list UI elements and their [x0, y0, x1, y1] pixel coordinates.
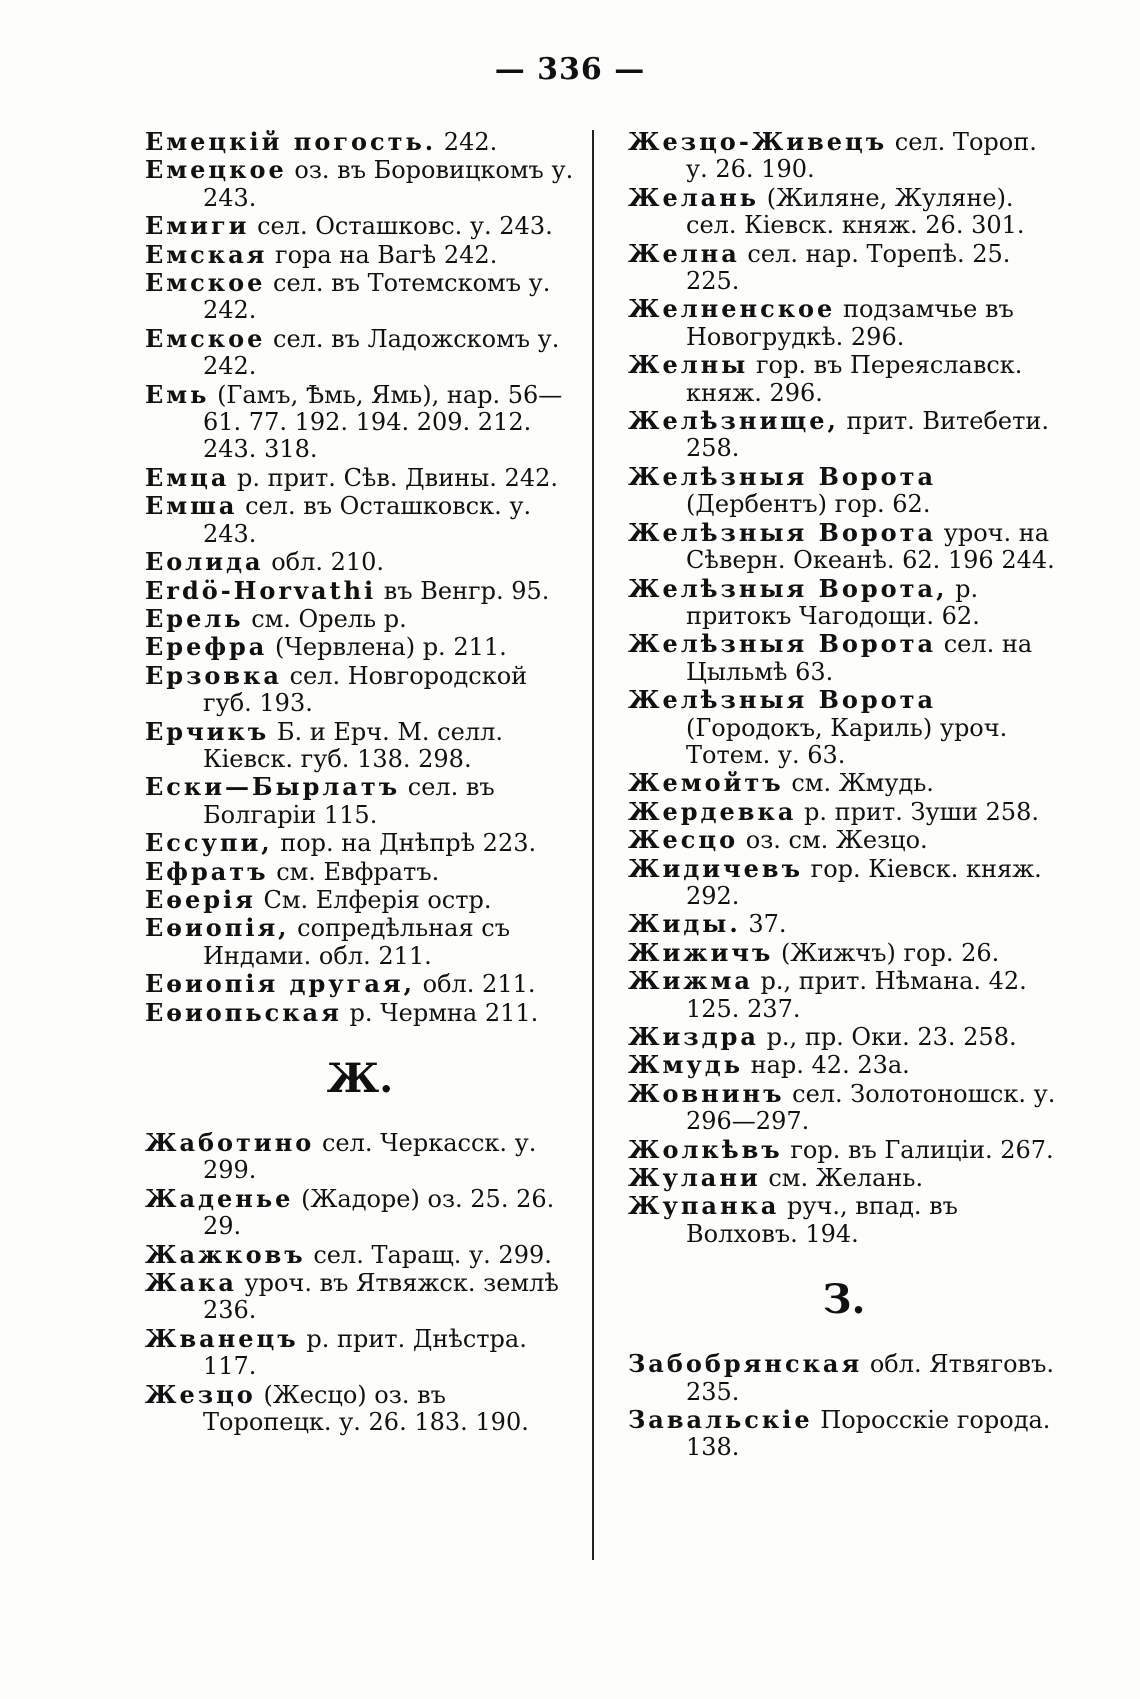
entry-head: Емша	[145, 491, 238, 521]
list-item	[628, 630, 1060, 686]
entry-text: р. прит. Зуши 258.	[796, 797, 1039, 826]
entry-head: Емиги	[145, 211, 250, 241]
entry-head: Еѳиопія,	[145, 913, 290, 943]
entry-head: Жижичъ	[628, 937, 774, 967]
list-item	[145, 464, 575, 492]
entry-head: Жмудь	[628, 1050, 743, 1080]
entry-head: Жаденье	[145, 1183, 294, 1213]
entry-head: Емское	[145, 268, 266, 298]
entry-head: Еѳерія	[145, 884, 256, 914]
list-item	[628, 939, 1060, 967]
section-heading-z: З.	[822, 1276, 866, 1324]
list-item	[628, 1080, 1060, 1136]
list-item	[628, 128, 1060, 184]
entry-text: сел. Золотоношск. у. 296—297.	[686, 1079, 1056, 1136]
entry-text: сел. въ Тотемскомъ у. 242.	[203, 269, 551, 325]
entry-head: Желѣзныя Ворота	[628, 461, 937, 491]
entry-text: см. Желань.	[760, 1164, 924, 1193]
entry-head: Жиздра	[628, 1022, 759, 1051]
list-item	[145, 1185, 575, 1241]
entry-text: уроч. въ Ятвяжск. землѣ 236.	[203, 1269, 559, 1325]
entry-head: Емское	[145, 323, 266, 353]
entry-text: гор. въ Галиціи. 267.	[782, 1135, 1054, 1164]
list-item	[628, 1406, 1060, 1462]
entry-text: обл. Ятвяговъ. 235.	[686, 1350, 1054, 1406]
entry-text: р. Чермна 211.	[341, 998, 539, 1027]
entry-head: Еѳиопія другая,	[145, 969, 416, 999]
entry-text: гор. Кіевск. княж. 292.	[686, 854, 1042, 910]
list-item	[145, 1129, 575, 1185]
entry-text: сел. Таращ. у. 299.	[305, 1240, 552, 1269]
entry-head: Желненское	[628, 294, 836, 324]
entry-head: Желѣзнище,	[628, 406, 839, 436]
entry-head: Жовнинъ	[628, 1078, 785, 1108]
list-item	[145, 999, 575, 1027]
entry-text: сел. Тороп. у. 26. 190.	[686, 128, 1037, 184]
list-item	[628, 1051, 1060, 1079]
entry-head: Ессупи,	[145, 828, 273, 858]
entry-head: Жванецъ	[145, 1323, 299, 1353]
entry-text: сел. нар. Торепѣ. 25. 225.	[686, 239, 1011, 296]
entry-head: Ерчикъ	[145, 716, 270, 746]
entry-text: уроч. на Сѣверн. Океанѣ. 62. 196 244.	[686, 518, 1055, 575]
entry-head: Еѳиопьская	[145, 997, 342, 1027]
entry-text: (Городокъ, Кариль) уроч. Тотем. у. 63.	[686, 713, 1008, 769]
list-item	[145, 1381, 575, 1437]
entry-head: Ерель	[145, 603, 244, 633]
entry-text: (Жижчъ) гор. 26.	[773, 938, 1000, 967]
list-item	[628, 240, 1060, 296]
list-item	[145, 381, 575, 464]
entry-head: Емецкое	[145, 155, 287, 185]
entry-text: пор. на Днѣпрѣ 223.	[272, 829, 537, 858]
list-item	[145, 548, 575, 576]
section-heading-zh: Ж.	[326, 1055, 394, 1102]
entry-head: Жулани	[628, 1163, 761, 1193]
entry-head: Желѣзныя Ворота,	[628, 573, 948, 603]
entry-text: см. Орель р.	[243, 604, 407, 633]
entry-text: р., пр. Оки. 23. 258.	[758, 1023, 1017, 1051]
entry-head: Желань	[628, 182, 760, 212]
list-item	[145, 633, 575, 661]
entry-text: въ Венгр. 95.	[376, 576, 550, 605]
list-item	[145, 577, 575, 605]
entry-text: сел. въ Ладожскомъ у. 242.	[203, 324, 560, 381]
entry-text: оз. въ Боровицкомъ у. 243.	[203, 156, 574, 212]
entry-text: сел. Новгородской губ. 193.	[203, 661, 528, 718]
list-item	[628, 463, 1060, 519]
list-item	[628, 407, 1060, 463]
entry-text: р. прит. Днѣстра. 117.	[203, 1324, 527, 1381]
entry-head: Емецкій погость.	[145, 127, 437, 156]
entry-text: обл. 210.	[263, 548, 385, 577]
entry-text: См. Елферія остр.	[255, 885, 492, 914]
list-item	[628, 1136, 1060, 1164]
entry-head: Ерзовка	[145, 660, 282, 690]
left-column	[145, 128, 575, 1436]
list-item	[145, 914, 575, 970]
list-item	[628, 351, 1060, 407]
entry-head: Желѣзныя Ворота	[628, 517, 937, 547]
entry-head: Емца	[145, 462, 230, 492]
entry-text: р., прит. Нѣмана. 42. 125. 237.	[686, 967, 1027, 1023]
list-item	[145, 970, 575, 998]
list-item	[628, 826, 1060, 854]
list-item	[145, 829, 575, 857]
list-item	[628, 769, 1060, 797]
list-item	[145, 269, 575, 325]
list-item	[628, 686, 1060, 769]
list-item	[145, 773, 575, 829]
entry-text: Б. и Ерч. М. селл. Кіевск. губ. 138. 298.	[203, 717, 503, 773]
entries-z	[628, 1350, 1060, 1462]
entry-head: Жолкѣвъ	[628, 1134, 783, 1164]
list-item	[145, 886, 575, 914]
list-item	[145, 325, 575, 381]
list-item	[145, 605, 575, 633]
entry-head: Жемойтъ	[628, 768, 784, 798]
entry-text: 37.	[740, 910, 787, 939]
list-item	[145, 662, 575, 718]
entries-zh-continued	[628, 128, 1060, 1248]
entry-text: (Жиляне, Жуляне). сел. Кіевск. княж. 26. 301.	[686, 183, 1025, 240]
list-item	[628, 798, 1060, 826]
list-item	[145, 156, 575, 212]
list-item	[628, 910, 1060, 938]
entry-text: оз. см. Жезцо.	[738, 826, 928, 855]
entry-head: Ески—Бырлатъ	[145, 772, 401, 802]
list-item	[628, 295, 1060, 351]
page-number: — 336 —	[494, 52, 646, 87]
entry-head: Желна	[628, 238, 740, 268]
entry-head: Еолида	[145, 547, 264, 577]
entry-text: р. притокъ Чагодощи. 62.	[686, 574, 980, 630]
entry-head: Желѣзныя Ворота	[628, 629, 937, 659]
entry-text: (Жесцо) оз. въ Торопецк. у. 26. 183. 190.	[203, 1380, 529, 1437]
entry-head: Жесцо	[628, 825, 739, 855]
entry-head: Жердевка	[628, 796, 797, 826]
list-item	[628, 519, 1060, 575]
entry-head: Ефратъ	[145, 856, 269, 886]
entry-head: Жака	[145, 1268, 237, 1298]
entry-head: Емь	[145, 379, 210, 409]
entries-zh	[145, 1129, 575, 1436]
entry-text: прит. Витебети. 258.	[686, 407, 1050, 463]
entry-text: сел. въ Осташковск. у. 243.	[203, 492, 532, 548]
list-item	[145, 241, 575, 269]
list-item	[145, 1241, 575, 1269]
entry-text: сел. Черкасск. у. 299.	[203, 1129, 537, 1185]
entry-head: Жижма	[628, 966, 753, 996]
list-item	[628, 184, 1060, 240]
list-item	[628, 855, 1060, 911]
entry-head: Ерефра	[145, 632, 268, 662]
entry-head: Жаботино	[145, 1128, 315, 1157]
entry-text: сел. въ Болгаріи 115.	[203, 773, 495, 829]
entry-text: сел. Осташковс. у. 243.	[249, 212, 553, 241]
entry-head: Желѣзныя Ворота	[628, 685, 937, 715]
list-item	[145, 1269, 575, 1325]
entry-text: сел. на Цыльмѣ 63.	[686, 630, 1033, 686]
entry-head: Забобрянская	[628, 1349, 863, 1379]
entry-text: обл. 211.	[415, 970, 536, 999]
entry-text: гор. въ Переяславск. княж. 296.	[686, 351, 1023, 407]
entry-text: (Червлена) р. 211.	[267, 633, 507, 662]
entry-head: Жупанка	[628, 1191, 780, 1221]
entry-head: Жиды.	[628, 909, 741, 939]
entry-head: Завальскіе	[628, 1405, 813, 1435]
entry-head: Желны	[628, 350, 749, 380]
list-item	[145, 492, 575, 548]
list-item	[628, 1350, 1060, 1406]
list-item	[628, 967, 1060, 1023]
entry-text: сопредѣльная съ Индами. обл. 211.	[203, 914, 510, 970]
list-item	[628, 1192, 1060, 1248]
list-item	[145, 718, 575, 774]
entry-text: гора на Вагѣ 242.	[267, 240, 498, 269]
list-item	[145, 212, 575, 240]
entry-text: (Жадоре) оз. 25. 26. 29.	[203, 1184, 555, 1241]
entry-text: см. Евфратъ.	[268, 857, 440, 886]
entry-text: см. Жмудь.	[783, 769, 934, 798]
list-item	[628, 575, 1060, 631]
entry-head: Жезцо	[145, 1379, 256, 1409]
entry-text: Поросскіе города. 138.	[686, 1406, 1051, 1462]
entry-text: (Гамъ, Ѣмь, Ямь), нар. 56—61. 77. 192. 194. 209. 212. 243. 318.	[203, 380, 563, 464]
right-column	[628, 128, 1060, 1462]
entry-text: (Дербентъ) гор. 62.	[686, 490, 931, 519]
entry-head: Жажковъ	[145, 1239, 306, 1269]
entry-head: Емская	[145, 239, 268, 269]
list-item	[628, 1164, 1060, 1192]
column-divider	[592, 130, 594, 1560]
entry-text: нар. 42. 23а.	[742, 1051, 910, 1080]
list-item	[628, 1023, 1060, 1051]
entry-text: руч., впад. въ Волховъ. 194.	[686, 1192, 958, 1248]
entry-head: Erdö-Horvathi	[145, 575, 377, 605]
entries-e	[145, 128, 575, 1027]
list-item	[145, 1325, 575, 1381]
entry-head: Жезцо-Живецъ	[628, 127, 888, 156]
list-item	[145, 128, 575, 156]
entry-text: 242.	[436, 128, 498, 156]
entry-text: подзамчье въ Новогрудкѣ. 296.	[686, 295, 1014, 351]
entry-head: Жидичевъ	[628, 853, 804, 883]
list-item	[145, 858, 575, 886]
entry-text: р. прит. Сѣв. Двины. 242.	[229, 463, 558, 492]
